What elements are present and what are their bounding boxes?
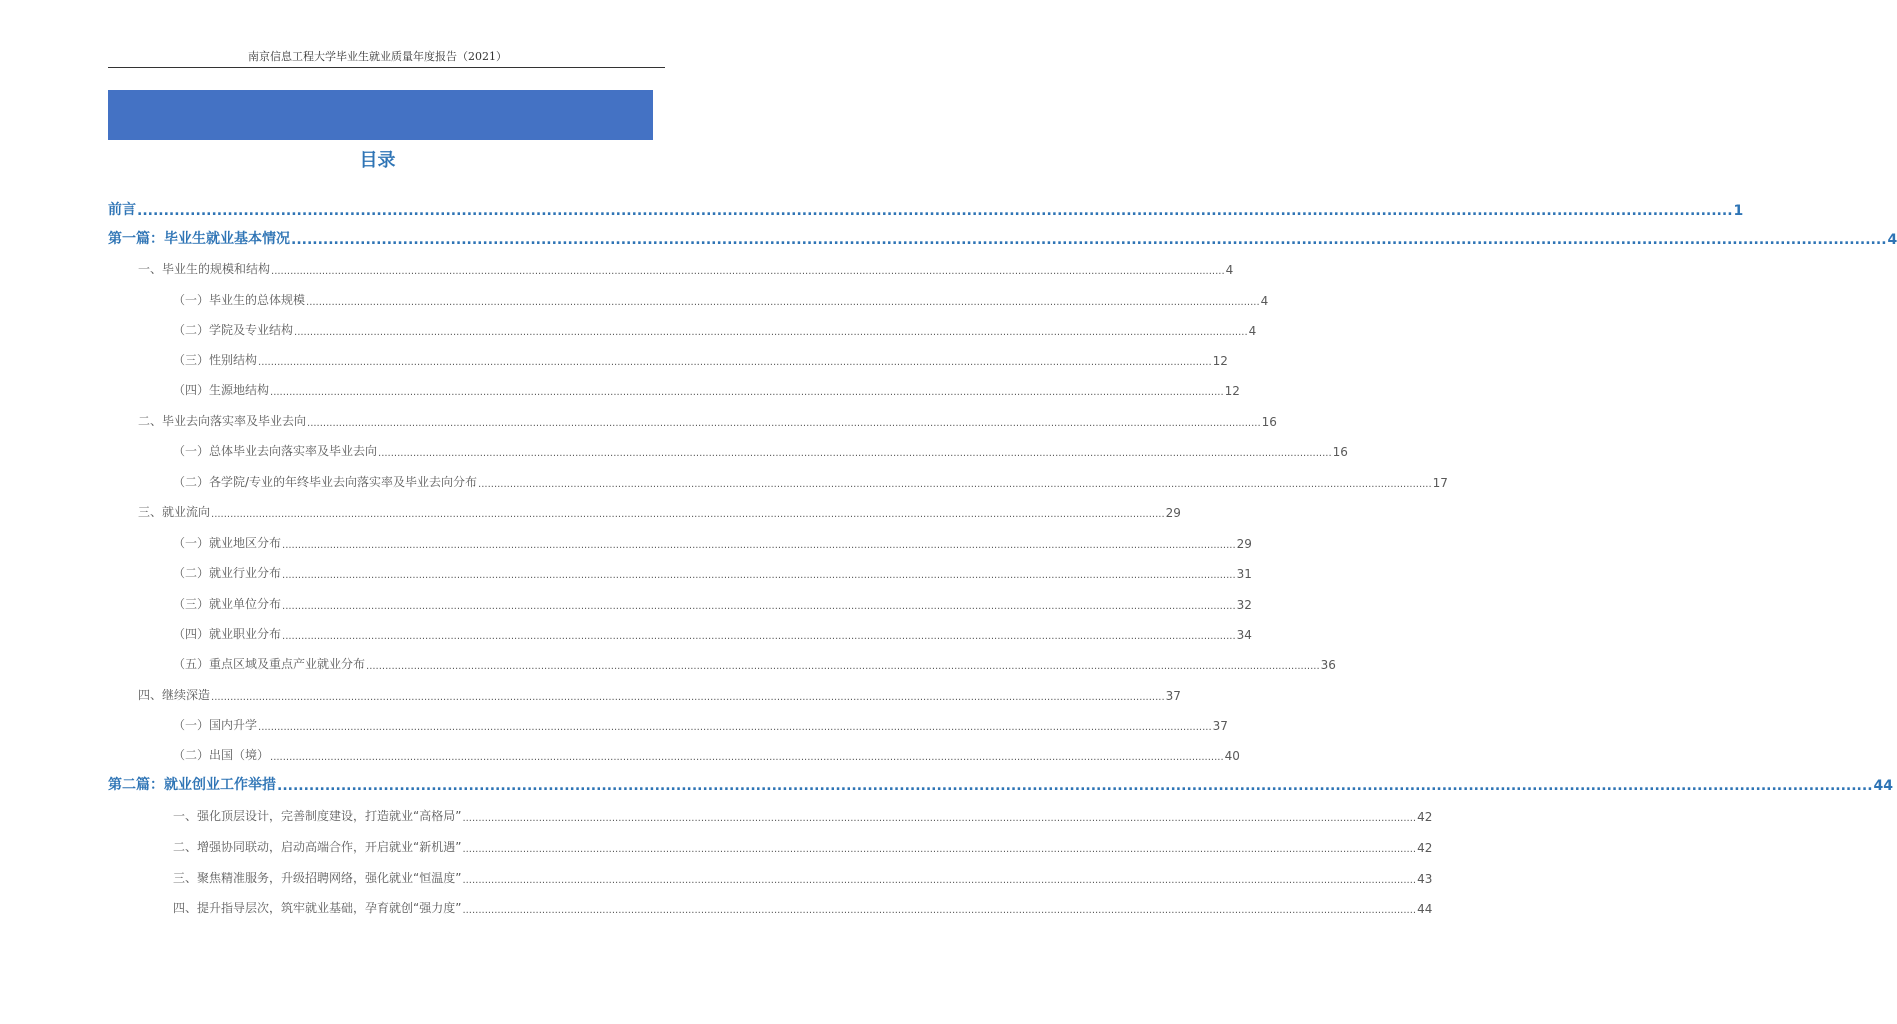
toc-entry-label: （四）就业职业分布 (173, 627, 282, 641)
toc-entry-page: 43 (1417, 872, 1433, 886)
toc-entry-label: 前言 (108, 202, 136, 218)
toc-entry-leader: ............................................................................................................................................................................................................................................................................................................ (307, 418, 1261, 429)
toc-entry-leader: ............................................................................................................................................................................................................................................................................................................ (378, 448, 1332, 459)
toc-entry[interactable] (173, 534, 1252, 551)
toc-entry[interactable] (108, 774, 1893, 794)
toc-entry-page: 4 (1225, 263, 1234, 277)
toc-entry[interactable] (138, 686, 1181, 703)
toc-entry-leader: ............................................................................................................................................................................................................................................................................................................ (462, 905, 1417, 916)
toc-entry[interactable] (173, 321, 1257, 338)
toc-entry-page: 1 (1733, 203, 1744, 219)
toc-entry[interactable] (108, 228, 1897, 248)
toc-entry-label: 四、提升指导层次，筑牢就业基础，孕育就创“强力度” (173, 901, 462, 915)
toc-entry-page: 17 (1432, 476, 1448, 490)
toc-entry-page: 40 (1224, 749, 1240, 763)
toc-entry-label: 三、就业流向 (138, 505, 211, 519)
toc-entry-label: （四）生源地结构 (173, 383, 270, 397)
toc-entry-page: 4 (1260, 294, 1269, 308)
toc-entry-leader: ............................................................................................................................................................................................................................................................................................................ (462, 813, 1417, 824)
toc-entry-label: （二）出国（境） (173, 748, 270, 762)
toc-entry-label: （二）学院及专业结构 (173, 323, 294, 337)
toc-entry-page: 31 (1236, 567, 1252, 581)
toc-entry-leader: ............................................................................................................................................................................................................................................................................................................ (282, 631, 1236, 642)
page-header-title: 南京信息工程大学毕业生就业质量年度报告（2021） (248, 50, 507, 63)
toc-entry-label: 二、毕业去向落实率及毕业去向 (138, 414, 307, 428)
toc-entry-label: （一）毕业生的总体规模 (173, 293, 306, 307)
toc-entry-leader: ............................................................................................................................................................................................................................................................................................................ (277, 778, 1873, 794)
toc-entry-label: （二）就业行业分布 (173, 566, 282, 580)
toc-entry-page: 42 (1417, 810, 1433, 824)
toc-entry-leader: ............................................................................................................................................................................................................................................................................................................ (478, 479, 1432, 490)
toc-entry[interactable] (173, 625, 1252, 642)
toc-entry-label: 一、毕业生的规模和结构 (138, 262, 271, 276)
toc-entry[interactable] (173, 869, 1433, 886)
toc-entry-leader: ............................................................................................................................................................................................................................................................................................................ (211, 509, 1165, 520)
toc-entry-label: （一）国内升学 (173, 718, 258, 732)
toc-entry-page: 29 (1236, 537, 1252, 551)
toc-entry-label: （一）总体毕业去向落实率及毕业去向 (173, 444, 378, 458)
header-banner (108, 90, 653, 140)
toc-entry-leader: ............................................................................................................................................................................................................................................................................................................ (137, 203, 1733, 219)
toc-entry[interactable] (173, 655, 1336, 672)
toc-title: 目录 (359, 150, 396, 171)
toc-entry-label: 第二篇：就业创业工作举措 (108, 777, 276, 793)
header-divider (108, 67, 665, 68)
toc-entry-page: 16 (1332, 445, 1348, 459)
toc-entry[interactable] (173, 291, 1269, 308)
toc-entry-leader: ............................................................................................................................................................................................................................................................................................................ (271, 266, 1225, 277)
toc-entry-leader: ............................................................................................................................................................................................................................................................................................................ (270, 752, 1224, 763)
toc-entry[interactable] (173, 351, 1228, 368)
toc-entry-leader: ............................................................................................................................................................................................................................................................................................................ (306, 297, 1260, 308)
toc-entry-label: 第一篇：毕业生就业基本情况 (108, 231, 290, 247)
toc-entry-page: 29 (1165, 506, 1181, 520)
toc-entry-leader: ............................................................................................................................................................................................................................................................................................................ (282, 540, 1236, 551)
toc-entry-leader: ............................................................................................................................................................................................................................................................................................................ (294, 327, 1248, 338)
toc-entry-label: （五）重点区域及重点产业就业分布 (173, 657, 366, 671)
toc-entry-label: （二）各学院/专业的年终毕业去向落实率及毕业去向分布 (173, 475, 478, 489)
toc-entry[interactable] (173, 442, 1348, 459)
toc-entry[interactable] (138, 260, 1234, 277)
toc-entry-label: 二、增强协同联动，启动高端合作，开启就业“新机遇” (173, 840, 462, 854)
toc-entry[interactable] (173, 838, 1433, 855)
toc-entry-page: 34 (1236, 628, 1252, 642)
toc-entry[interactable] (173, 473, 1448, 490)
toc-entry[interactable] (173, 807, 1433, 824)
toc-entry-leader: ............................................................................................................................................................................................................................................................................................................ (462, 875, 1417, 886)
toc-entry-label: 四、继续深造 (138, 688, 211, 702)
toc-entry[interactable] (173, 595, 1252, 612)
toc-entry[interactable] (173, 381, 1240, 398)
toc-entry-leader: ............................................................................................................................................................................................................................................................................................................ (462, 844, 1417, 855)
toc-entry-label: 一、强化顶层设计，完善制度建设，打造就业“高格局” (173, 809, 462, 823)
toc-entry[interactable] (173, 899, 1433, 916)
toc-entry-label: （三）就业单位分布 (173, 597, 282, 611)
toc-entry[interactable] (173, 564, 1252, 581)
toc-entry[interactable] (138, 412, 1277, 429)
toc-entry[interactable] (173, 716, 1228, 733)
toc-entry-label: 三、聚焦精准服务，升级招聘网络，强化就业“恒温度” (173, 871, 462, 885)
toc-entry-page: 12 (1212, 354, 1228, 368)
toc-entry-page: 16 (1261, 415, 1277, 429)
toc-entry-leader: ............................................................................................................................................................................................................................................................................................................ (366, 661, 1320, 672)
toc-entry-page: 36 (1320, 658, 1336, 672)
toc-entry-page: 44 (1417, 902, 1433, 916)
toc-entry-leader: ............................................................................................................................................................................................................................................................................................................ (282, 601, 1236, 612)
toc-entry[interactable] (138, 503, 1181, 520)
toc-entry-page: 4 (1887, 232, 1897, 248)
toc-entry-leader: ............................................................................................................................................................................................................................................................................................................ (282, 570, 1236, 581)
toc-entry-label: （三）性别结构 (173, 353, 258, 367)
toc-entry[interactable] (173, 746, 1240, 763)
toc-entry-leader: ............................................................................................................................................................................................................................................................................................................ (258, 357, 1212, 368)
toc-entry-page: 32 (1236, 598, 1252, 612)
toc-entry-leader: ............................................................................................................................................................................................................................................................................................................ (211, 692, 1165, 703)
toc-entry-page: 44 (1873, 778, 1893, 794)
toc-entry-page: 12 (1224, 384, 1240, 398)
toc-entry-leader: ............................................................................................................................................................................................................................................................................................................ (270, 387, 1224, 398)
toc-entry[interactable] (108, 199, 1744, 219)
toc-entry-page: 42 (1417, 841, 1433, 855)
toc-entry-page: 4 (1248, 324, 1257, 338)
toc-entry-leader: ............................................................................................................................................................................................................................................................................................................ (258, 722, 1212, 733)
toc-entry-page: 37 (1165, 689, 1181, 703)
toc-entry-leader: ............................................................................................................................................................................................................................................................................................................ (291, 232, 1887, 248)
toc-entry-label: （一）就业地区分布 (173, 536, 282, 550)
toc-entry-page: 37 (1212, 719, 1228, 733)
